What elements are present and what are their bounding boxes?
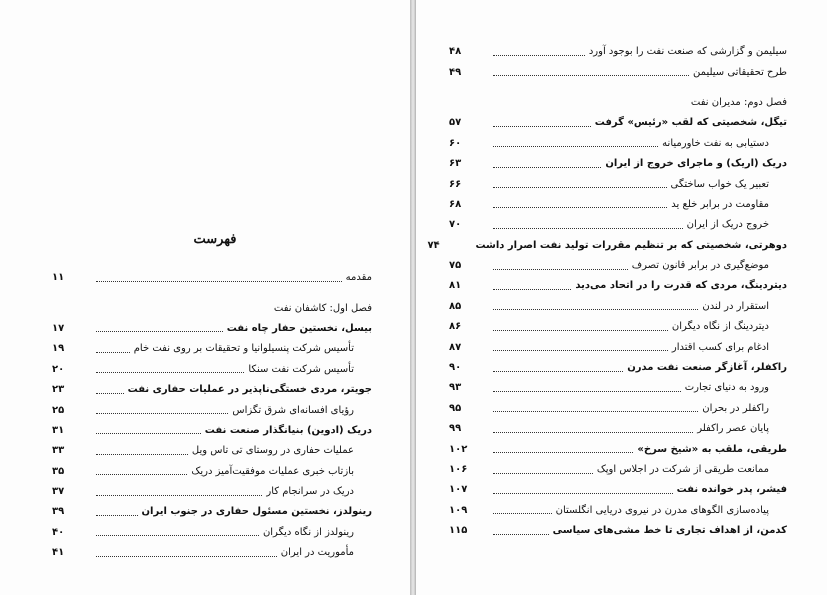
toc-entry: [449, 480, 787, 500]
toc-entry-title: پایان عصر راکفلر: [697, 423, 769, 435]
toc-entry-title: مقدمه: [345, 272, 372, 284]
toc-entry-title: ادغام برای کسب اقتدار: [671, 341, 769, 353]
dot-leader: [493, 350, 668, 351]
toc-page-number: ۴۸: [449, 46, 462, 58]
toc-entry-title: مأموریت در ایران: [280, 547, 354, 559]
toc-entry: [449, 521, 787, 541]
toc-page-number: ۴۹: [449, 66, 462, 78]
toc-entry: [449, 256, 787, 276]
dot-leader: [493, 513, 552, 514]
dot-leader: [493, 146, 658, 147]
toc-entry: [449, 439, 787, 459]
toc-page-number: ۱۱: [52, 272, 65, 284]
toc-page-number: ۴۱: [52, 547, 65, 559]
toc-entry-title: طریقی، ملقب به «شیخ سرخ»: [637, 443, 787, 455]
toc-page-number: ۸۱: [449, 280, 462, 292]
toc-page-number: ۷۵: [449, 260, 462, 272]
toc-entry-title: رینولدز از نگاه دیگران: [262, 526, 354, 538]
toc-chapter-heading: [52, 298, 372, 318]
toc-page-number: ۳۷: [52, 486, 65, 498]
toc-entry: [449, 134, 787, 154]
toc-entry: [52, 319, 372, 339]
toc-chapter-heading: [449, 93, 787, 113]
dot-leader: [493, 126, 591, 127]
toc-page-number: ۶۰: [449, 137, 462, 149]
toc-page-number: ۱۰۲: [449, 443, 468, 455]
toc-page-number: ۵۷: [449, 117, 462, 129]
dot-leader: [493, 228, 683, 229]
toc-entry-title: موضع‌گیری در برابر قانون تصرف: [631, 260, 769, 272]
toc-entry: [52, 421, 372, 441]
toc-entry: [427, 236, 787, 256]
toc-entry: [449, 154, 787, 174]
dot-leader: [493, 473, 593, 474]
toc-entry: [52, 482, 372, 502]
toc-entry: [52, 502, 372, 522]
toc-entry: [449, 419, 787, 439]
dot-leader: [493, 452, 633, 453]
toc-entry: [449, 358, 787, 378]
dot-leader: [493, 493, 673, 494]
toc-page-number: ۴۰: [52, 526, 65, 538]
toc-page-number: ۲۳: [52, 384, 65, 396]
toc-entry: [449, 62, 787, 82]
dot-leader: [493, 309, 698, 310]
dot-leader: [493, 289, 571, 290]
toc-page-number: ۳۹: [52, 506, 65, 518]
dot-leader: [493, 432, 693, 433]
dot-leader: [493, 55, 585, 56]
toc-entry: [449, 460, 787, 480]
toc-page-number: ۷۰: [449, 219, 462, 231]
toc-entry-title: دریک (ادوین) بنیانگذار صنعت نفت: [204, 424, 372, 436]
dot-leader: [96, 281, 342, 282]
dot-leader: [96, 495, 262, 496]
toc-page-number: ۶۸: [449, 198, 462, 210]
toc-entry: [449, 42, 787, 62]
toc-entry-title: بیسل، نخستین حفار چاه نفت: [226, 322, 372, 334]
toc-entry: [52, 441, 372, 461]
toc-entry-title: راکفلر، آغازگر صنعت نفت مدرن: [627, 362, 787, 374]
toc-entry: [52, 400, 372, 420]
toc-entry-title: عملیات حفاری در روستای تی تاس ویل: [191, 445, 354, 457]
toc-entry-title: خروج دریک از ایران: [686, 219, 769, 231]
dot-leader: [493, 75, 689, 76]
toc-entry: [52, 268, 372, 288]
toc-page-number: ۱۷: [52, 322, 65, 334]
toc-entry-title: فصل اول: کاشفان نفت: [273, 302, 372, 314]
toc-entry-title: تأسیس شرکت نفت سنکا: [248, 363, 354, 375]
toc-entry: [449, 195, 787, 215]
dot-leader: [96, 413, 228, 414]
toc-entry-title: ورود به دنیای تجارت: [684, 382, 769, 394]
dot-leader: [96, 372, 244, 373]
toc-page-number: ۱۹: [52, 343, 65, 355]
toc-entry: [449, 378, 787, 398]
dot-leader: [96, 535, 259, 536]
toc-entry: [52, 339, 372, 359]
toc-page-number: ۲۵: [52, 404, 65, 416]
toc-page-number: ۸۶: [449, 321, 462, 333]
toc-page-number: ۸۷: [449, 341, 462, 353]
right-page: [416, 0, 827, 595]
toc-entry-title: استقرار در لندن: [702, 300, 769, 312]
toc-list-right: [427, 42, 787, 541]
dot-leader: [493, 411, 698, 412]
dot-leader: [493, 534, 549, 535]
dot-leader: [493, 391, 681, 392]
toc-entry: [449, 297, 787, 317]
toc-entry-title: دریک (اریک) و ماجرای خروج از ایران: [605, 158, 787, 170]
toc-entry: [449, 276, 787, 296]
toc-entry: [449, 215, 787, 235]
toc-page-number: ۹۳: [449, 382, 462, 394]
toc-page-number: ۶۳: [449, 158, 462, 170]
dot-leader: [96, 393, 124, 394]
toc-entry-title: راکفلر در بحران: [702, 402, 769, 414]
toc-page-number: ۳۳: [52, 445, 65, 457]
toc-entry: [449, 317, 787, 337]
toc-entry: [449, 337, 787, 357]
toc-entry: [449, 113, 787, 133]
toc-page-number: ۹۵: [449, 402, 462, 414]
toc-page-number: ۳۱: [52, 424, 65, 436]
toc-page-number: ۱۱۵: [449, 525, 468, 537]
toc-page-number: ۹۹: [449, 423, 462, 435]
dot-leader: [493, 167, 601, 168]
toc-entry-title: ممانعت طریقی از شرکت در اجلاس اوپک: [596, 464, 769, 475]
left-page: [0, 0, 410, 595]
toc-entry: [449, 399, 787, 419]
toc-entry: [52, 523, 372, 543]
toc-page-number: ۹۰: [449, 362, 462, 374]
toc-page-number: ۶۶: [449, 178, 462, 190]
dot-leader: [96, 331, 223, 332]
toc-page-number: ۳۵: [52, 465, 65, 477]
toc-entry: [449, 174, 787, 194]
toc-entry-title: بازتاب خبری عملیات موفقیت‌آمیز دریک: [191, 465, 354, 477]
dot-leader: [493, 187, 667, 188]
dot-leader: [493, 371, 623, 372]
toc-entry: [449, 501, 787, 521]
toc-entry: [52, 380, 372, 400]
toc-page-number: ۱۰۹: [449, 504, 468, 516]
dot-leader: [493, 269, 628, 270]
dot-leader: [96, 433, 201, 434]
toc-entry-title: دیتردینگ از نگاه دیگران: [671, 321, 769, 333]
toc-entry-title: جویتر، مردی خستگی‌ناپذیر در عملیات حفاری نفت: [127, 384, 372, 396]
dot-leader: [96, 515, 138, 516]
toc-entry-title: تعبیر یک خواب ساختگی: [670, 178, 769, 190]
dot-leader: [96, 352, 130, 353]
toc-entry: [52, 543, 372, 563]
toc-entry: [52, 462, 372, 482]
toc-entry-title: تیگل، شخصیتی که لقب «رئیس» گرفت: [594, 117, 787, 129]
dot-leader: [96, 474, 187, 475]
toc-entry-title: دریک در سرانجام کار: [266, 486, 354, 498]
toc-page-number: ۷۴: [427, 239, 440, 251]
toc-entry-title: تأسیس شرکت پنسیلوانیا و تحقیقات بر روی نفت خام: [133, 343, 354, 355]
toc-entry-title: دستیابی به نفت خاورمیانه: [662, 137, 769, 149]
toc-page-number: ۸۵: [449, 300, 462, 312]
toc-entry-title: دوهرتی، شخصیتی که بر تنظیم مقررات تولید نفت اصرار داشت: [475, 239, 787, 251]
toc-entry-title: کدمن، از اهداف تجاری تا خط مشی‌های سیاسی: [552, 525, 787, 537]
toc-entry-title: رؤیای افسانه‌ای شرق تگزاس: [232, 404, 354, 416]
toc-page-number: ۲۰: [52, 363, 65, 375]
toc-entry-title: مقاومت در برابر خلع ید: [671, 198, 769, 210]
toc-heading: فهرست: [193, 232, 237, 247]
toc-list-left: [52, 268, 372, 563]
dot-leader: [96, 454, 188, 455]
toc-page-number: ۱۰۶: [449, 464, 468, 475]
toc-entry-title: سیلیمن و گزارشی که صنعت نفت را بوجود آورد: [588, 46, 787, 58]
dot-leader: [493, 330, 668, 331]
dot-leader: [96, 556, 277, 557]
toc-page-number: ۱۰۷: [449, 484, 468, 496]
toc-entry: [52, 360, 372, 380]
toc-entry-title: دیتردینگ، مردی که قدرت را در اتحاد می‌دید: [575, 280, 787, 292]
toc-entry-title: فصل دوم: مدیران نفت: [690, 96, 787, 108]
toc-entry-title: پیاده‌سازی الگوهای مدرن در نیروی دریایی انگلستان: [555, 504, 769, 516]
toc-entry-title: طرح تحقیقاتی سیلیمن: [693, 66, 787, 78]
toc-entry-title: رینولدز، نخستین مسئول حفاری در جنوب ایران: [141, 506, 372, 518]
dot-leader: [493, 207, 667, 208]
toc-entry-title: فیشر، پدر خوانده نفت: [676, 484, 787, 496]
